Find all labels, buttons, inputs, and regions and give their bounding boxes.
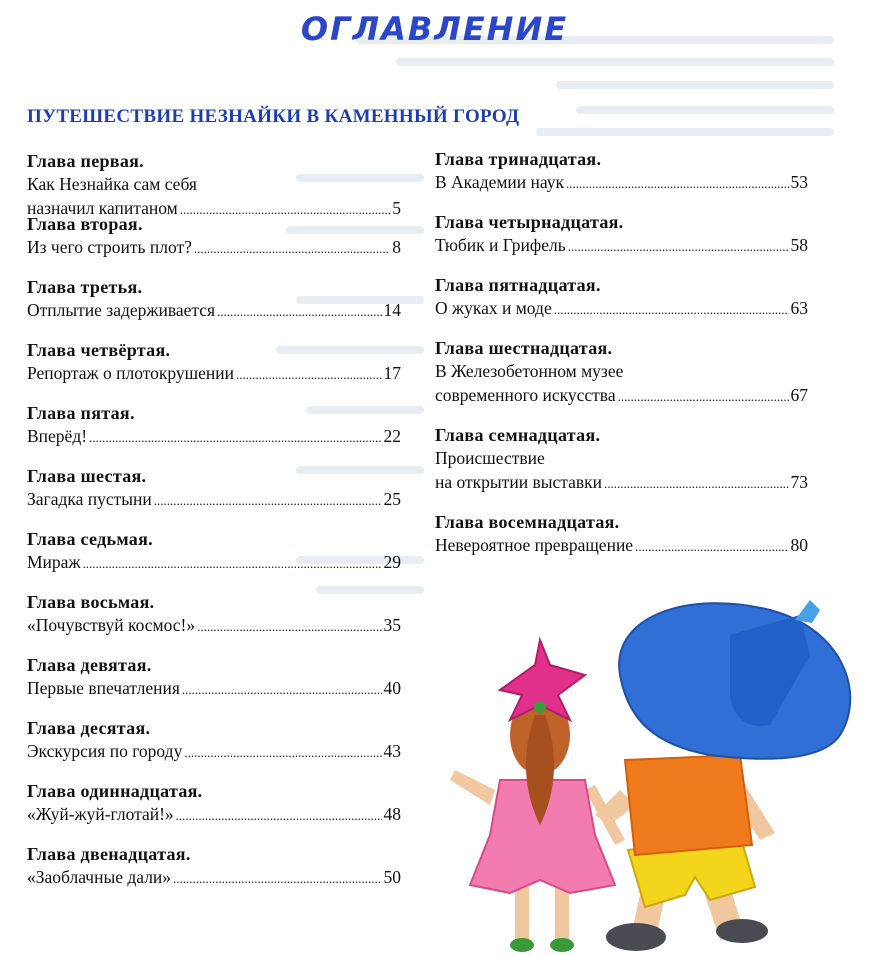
page-number: 25 bbox=[383, 489, 401, 509]
leader-dots bbox=[197, 615, 381, 639]
chapter-title: Мираж bbox=[27, 552, 81, 572]
page-number: 67 bbox=[790, 385, 808, 405]
toc-entry[interactable] bbox=[27, 591, 401, 654]
girl-hair-tie bbox=[534, 701, 546, 713]
chapter-heading: Глава седьмая. bbox=[27, 529, 153, 549]
chapter-title: Из чего строить плот? bbox=[27, 237, 192, 257]
leader-dots bbox=[182, 678, 382, 702]
leader-dots bbox=[180, 198, 391, 222]
toc-right-column bbox=[435, 148, 808, 574]
chapter-heading: Глава пятнадцатая. bbox=[435, 275, 601, 295]
page-number: 22 bbox=[383, 426, 401, 446]
page-number: 29 bbox=[383, 552, 401, 572]
page-title: ОГЛАВЛЕНИЕ bbox=[300, 10, 569, 48]
chapter-heading: Глава пятая. bbox=[27, 403, 135, 423]
chapter-heading: Глава третья. bbox=[27, 277, 143, 297]
toc-entry[interactable] bbox=[435, 148, 808, 211]
toc-entry[interactable] bbox=[27, 528, 401, 591]
chapter-heading: Глава двенадцатая. bbox=[27, 844, 191, 864]
page-number: 14 bbox=[383, 300, 401, 320]
chapter-heading: Глава четвёртая. bbox=[27, 340, 171, 360]
chapter-heading: Глава четырнадцатая. bbox=[435, 212, 624, 232]
page-number: 17 bbox=[383, 363, 401, 383]
chapter-heading: Глава семнадцатая. bbox=[435, 425, 601, 445]
chapter-title: Загадка пустыни bbox=[27, 489, 152, 509]
toc-entry[interactable] bbox=[27, 213, 401, 276]
chapter-heading: Глава первая. bbox=[27, 151, 144, 171]
toc-entry[interactable] bbox=[435, 274, 808, 337]
page-number: 8 bbox=[392, 237, 401, 257]
leader-dots bbox=[83, 552, 382, 576]
girl-figure bbox=[450, 640, 625, 952]
toc-entry[interactable] bbox=[27, 150, 401, 218]
leader-dots bbox=[154, 489, 382, 513]
chapter-title: Как Незнайка сам себя bbox=[27, 174, 197, 194]
girl-shoe bbox=[550, 938, 574, 952]
boy-shirt bbox=[625, 755, 752, 855]
chapter-title: Вперёд! bbox=[27, 426, 88, 446]
children-illustration bbox=[440, 595, 869, 956]
chapter-heading: Глава шестнадцатая. bbox=[435, 338, 613, 358]
chapter-heading: Глава десятая. bbox=[27, 718, 151, 738]
chapter-title: Экскурсия по городу bbox=[27, 741, 183, 761]
page-number: 58 bbox=[790, 235, 808, 255]
toc-entry[interactable] bbox=[27, 843, 401, 906]
leader-dots bbox=[176, 804, 382, 828]
leader-dots bbox=[554, 298, 789, 322]
page-number: 40 bbox=[383, 678, 401, 698]
toc-entry[interactable] bbox=[27, 465, 401, 528]
leader-dots bbox=[618, 385, 789, 409]
book-subtitle: ПУТЕШЕСТВИЕ НЕЗНАЙКИ В КАМЕННЫЙ ГОРОД bbox=[27, 106, 520, 127]
chapter-title: Первые впечатления bbox=[27, 678, 180, 698]
leader-dots bbox=[194, 237, 390, 261]
page-number: 48 bbox=[383, 804, 401, 824]
page-number: 73 bbox=[790, 472, 808, 492]
girl-arm bbox=[450, 770, 495, 805]
chapter-heading: Глава вторая. bbox=[27, 214, 143, 234]
page-number: 80 bbox=[790, 535, 808, 555]
toc-entry[interactable] bbox=[435, 211, 808, 274]
toc-entry[interactable] bbox=[435, 337, 808, 424]
chapter-title: на открытии выставки bbox=[435, 472, 602, 492]
page-number: 63 bbox=[790, 298, 808, 318]
page-number: 35 bbox=[383, 615, 401, 635]
chapter-title: В Академии наук bbox=[435, 172, 565, 192]
page-number: 43 bbox=[383, 741, 401, 761]
chapter-heading: Глава шестая. bbox=[27, 466, 147, 486]
leader-dots bbox=[217, 300, 381, 324]
boy-hat-tassel bbox=[795, 600, 820, 623]
chapter-title: «Почувствуй космос!» bbox=[27, 615, 196, 635]
chapter-title: назначил капитаном bbox=[27, 198, 178, 218]
toc-left-column bbox=[27, 150, 401, 906]
boy-figure bbox=[595, 600, 850, 951]
girl-leg bbox=[555, 885, 569, 940]
chapter-title: Репортаж о плотокрушении bbox=[27, 363, 235, 383]
toc-entry[interactable] bbox=[27, 402, 401, 465]
chapter-title: О жуках и моде bbox=[435, 298, 552, 318]
chapter-title: Невероятное превращение bbox=[435, 535, 634, 555]
toc-entry[interactable] bbox=[435, 424, 808, 511]
leader-dots bbox=[568, 235, 789, 259]
toc-entry[interactable] bbox=[27, 276, 401, 339]
chapter-heading: Глава девятая. bbox=[27, 655, 152, 675]
leader-dots bbox=[604, 472, 789, 496]
chapter-title: «Жуй-жуй-глотай!» bbox=[27, 804, 174, 824]
chapter-title: Тюбик и Грифель bbox=[435, 235, 566, 255]
boy-shoe bbox=[606, 923, 666, 951]
leader-dots bbox=[635, 535, 788, 559]
leader-dots bbox=[173, 867, 381, 891]
leader-dots bbox=[89, 426, 381, 450]
page-number: 5 bbox=[392, 198, 401, 218]
toc-entry[interactable] bbox=[27, 717, 401, 780]
chapter-title: современного искусства bbox=[435, 385, 616, 405]
toc-entry[interactable] bbox=[27, 780, 401, 843]
chapter-heading: Глава одиннадцатая. bbox=[27, 781, 203, 801]
toc-entry[interactable] bbox=[27, 339, 401, 402]
chapter-title: В Железобетонном музее bbox=[435, 361, 624, 381]
chapter-heading: Глава восьмая. bbox=[27, 592, 155, 612]
girl-leg bbox=[515, 885, 529, 940]
chapter-title: Отплытие задерживается bbox=[27, 300, 216, 320]
leader-dots bbox=[184, 741, 381, 765]
leader-dots bbox=[566, 172, 788, 196]
chapter-title: Происшествие bbox=[435, 448, 545, 468]
toc-entry[interactable] bbox=[27, 654, 401, 717]
girl-shoe bbox=[510, 938, 534, 952]
leader-dots bbox=[236, 363, 381, 387]
chapter-heading: Глава восемнадцатая. bbox=[435, 512, 620, 532]
toc-entry[interactable] bbox=[435, 511, 808, 574]
page-number: 50 bbox=[383, 867, 401, 887]
page-number: 53 bbox=[790, 172, 808, 192]
boy-shoe bbox=[716, 919, 768, 943]
chapter-heading: Глава тринадцатая. bbox=[435, 149, 602, 169]
chapter-title: «Заоблачные дали» bbox=[27, 867, 172, 887]
